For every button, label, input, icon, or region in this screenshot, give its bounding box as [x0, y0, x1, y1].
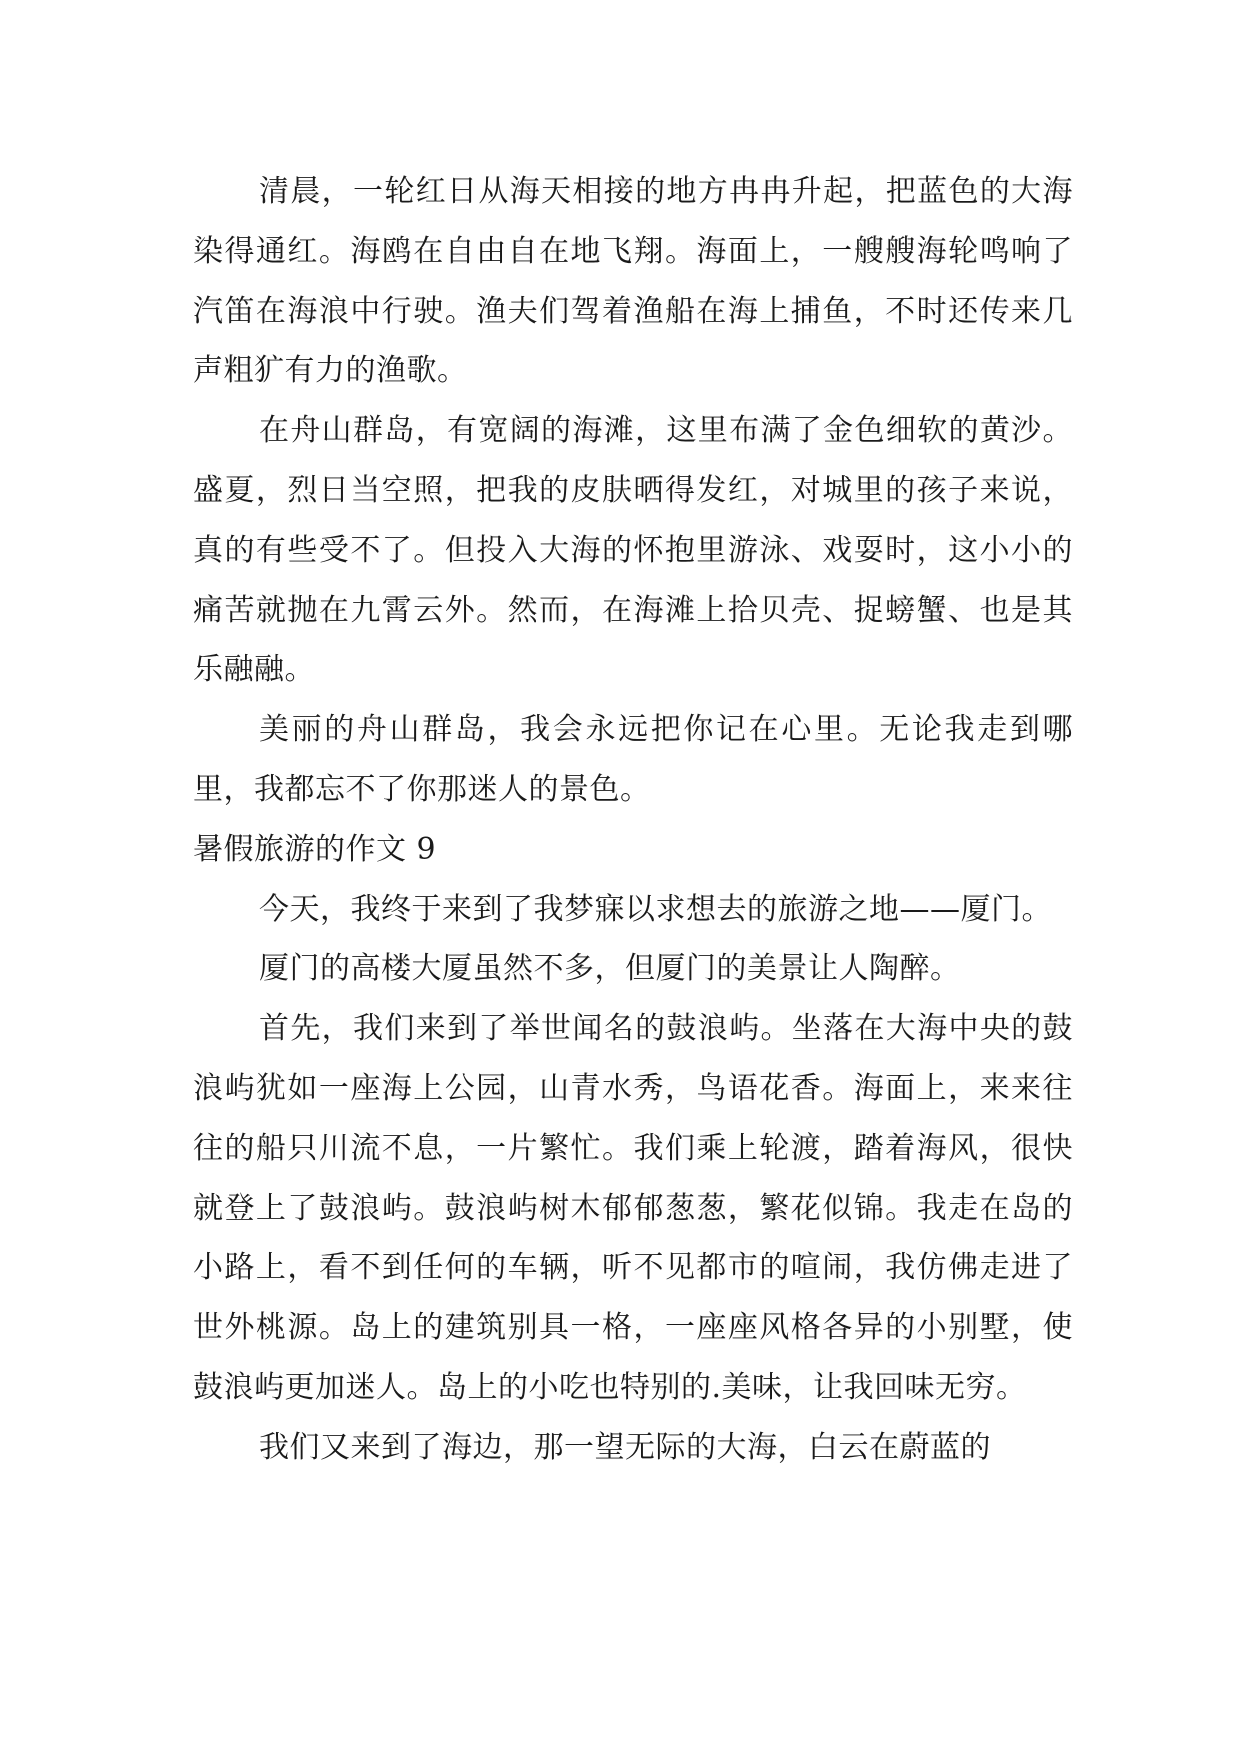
- paragraph-seaside: 我们又来到了海边，那一望无际的大海，白云在蔚蓝的: [259, 1429, 991, 1465]
- paragraph-zhoushan-closing: 美丽的舟山群岛，我会永远把你记在心里。无论我走到哪里，我都忘不了你那迷人的景色。: [193, 712, 1073, 807]
- paragraph-gulangyu: 首先，我们来到了举世闻名的鼓浪屿。坐落在大海中央的鼓浪屿犹如一座海上公园，山青水秀，鸟语花香。海面上，来来往往的船只川流不息，一片繁忙。我们乘上轮渡，踏着海风，很快就登上了鼓浪屿。鼓浪屿树木郁郁葱葱，繁花似锦。我走在岛的小路上，看不到任何的车辆，听不见都市的喧闹，我仿佛走进了世外桃源。岛上的建筑别具一格，一座座风格各异的小别墅，使鼓浪屿更加迷人。岛上的小吃也特别的.美味，让我回味无穷。: [193, 1011, 1073, 1405]
- paragraph-xiamen-scenery: 厦门的高楼大厦虽然不多，但厦门的美景让人陶醉。: [259, 951, 961, 987]
- document-body: [193, 162, 1073, 1478]
- section-heading: 暑假旅游的作文 9: [193, 831, 437, 867]
- paragraph-sunrise: 清晨，一轮红日从海天相接的地方冉冉升起，把蓝色的大海染得通红。海鸥在自由自在地飞翔。海面上，一艘艘海轮鸣响了汽笛在海浪中行驶。渔夫们驾着渔船在海上捕鱼，不时还传来几声粗犷有力的渔歌。: [193, 174, 1073, 389]
- paragraph-beach: 在舟山群岛，有宽阔的海滩，这里布满了金色细软的黄沙。盛夏，烈日当空照，把我的皮肤晒得发红，对城里的孩子来说，真的有些受不了。但投入大海的怀抱里游泳、戏耍时，这小小的痛苦就抛在九霄云外。然而，在海滩上拾贝壳、捉螃蟹、也是其乐融融。: [193, 413, 1073, 688]
- paragraph-arrive-xiamen: 今天，我终于来到了我梦寐以求想去的旅游之地——厦门。: [259, 891, 1052, 927]
